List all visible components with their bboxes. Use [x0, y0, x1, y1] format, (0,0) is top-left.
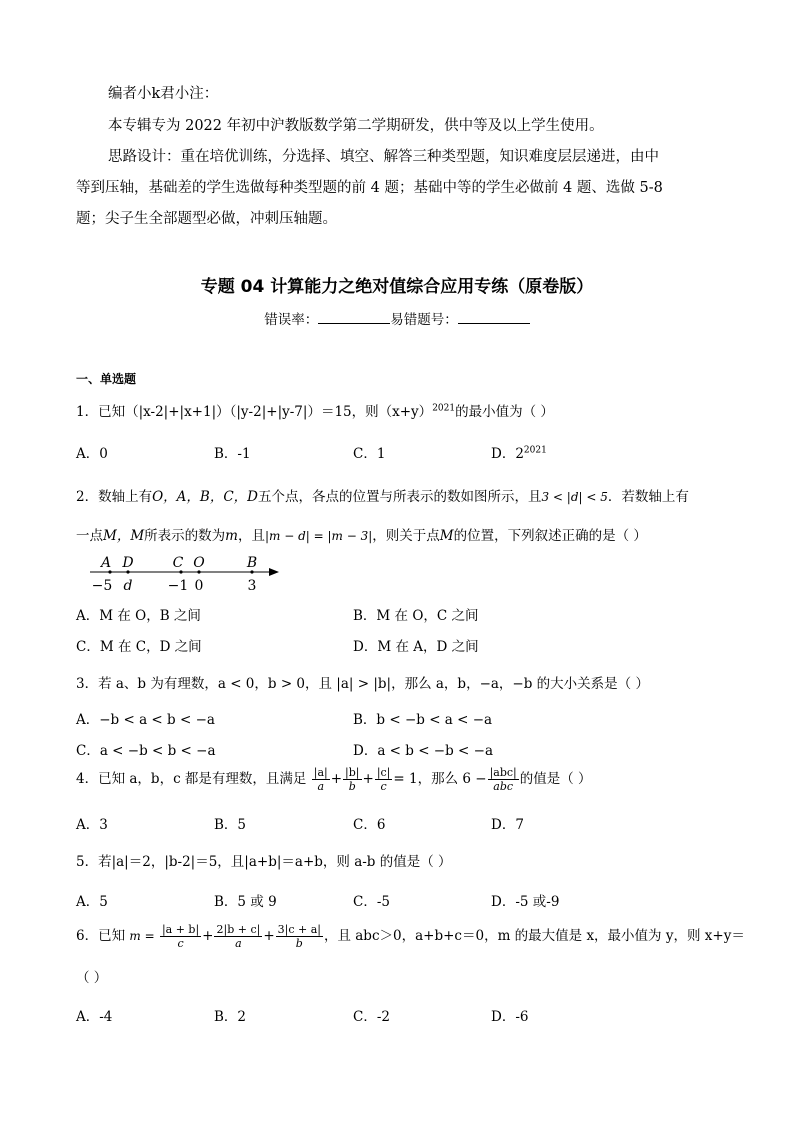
- q5-option-a: A．5: [76, 894, 108, 910]
- q5-option-b: B．5 或 9: [214, 894, 277, 910]
- q3-option-d: D．a < b < −b < −a: [353, 743, 494, 759]
- label-o: O: [193, 555, 205, 571]
- q1-option-a: A．0: [76, 446, 108, 462]
- q2-option-b: B．M 在 O，C 之间: [353, 608, 479, 624]
- question-6-line-2: （ ）: [76, 970, 108, 986]
- q3-option-a: A．−b < a < b < −a: [76, 712, 215, 728]
- question-3: 3．若 a、b 为有理数，a < 0，b > 0，且 |a| > |b|，那么 a，b，−a，−b 的大小关系是（ ）: [76, 676, 649, 692]
- error-rate-row: [0, 308, 794, 328]
- q4-option-c: C．6: [353, 817, 386, 833]
- q1-stem: 1．已知（|x-2|+|x+1|）（|y-2|+|y-7|）＝15，则（x+y）: [76, 404, 433, 420]
- q3-option-c: C．a < −b < b < −a: [76, 743, 216, 759]
- question-6: 6．已知 m = $\frac{|a + b|}{c}$ + $\frac{2|b + c|}{a}$ + $\frac{3|c + a|}{b}$ ，且 abc＞0，a+b+c＝0，m 的最大值是 x，最小值为 y，则 x+y＝: [76, 923, 745, 950]
- page-title: 专题 04 计算能力之绝对值综合应用专练（原卷版）: [200, 277, 594, 297]
- intro-line-3: 思路设计：重在培优训练，分选择、填空、解答三种类型题，知识难度层层递进，由中: [108, 149, 659, 165]
- q2-option-d: D．M 在 A，D 之间: [353, 639, 479, 655]
- q4-fraction-abc: $\frac{\text{|abc|}}{\text{abc}}$: [489, 766, 517, 793]
- q1-option-b: B．-1: [214, 446, 251, 462]
- q6-fraction-2: $\frac{2|b + c|}{a}$: [216, 923, 261, 950]
- q1-exponent: 2021: [432, 403, 456, 414]
- q6-option-d: D．-6: [491, 1009, 529, 1025]
- q6-option-b: B．2: [214, 1009, 247, 1025]
- label-c: C: [172, 555, 184, 571]
- label-b: B: [246, 555, 258, 571]
- q4-fraction-b: $\frac{|b|}{b}$: [345, 766, 360, 793]
- q1-option-c: C．1: [353, 446, 386, 462]
- q6-fraction-1: $\frac{|a + b|}{c}$: [161, 923, 200, 950]
- tick-minus-5: −5: [91, 578, 113, 594]
- q6-fraction-3: $\frac{3|c + a|}{b}$: [277, 923, 321, 950]
- q2-condition-2: |m − d| = |m − 3|: [264, 529, 373, 543]
- q5-option-d: D．-5 或-9: [491, 894, 560, 910]
- tick-0: 0: [194, 578, 204, 594]
- q6-option-c: C．-2: [353, 1009, 390, 1025]
- q3-option-b: B．b < −b < a < −a: [353, 712, 493, 728]
- q4-option-a: A．3: [76, 817, 108, 833]
- q4-fraction-a: $\frac{|a|}{a}$: [313, 766, 328, 793]
- q2-condition: 3 < |d| < 5: [541, 490, 608, 504]
- q4-fraction-c: $\frac{|c|}{c}$: [376, 766, 391, 793]
- error-question-label: 易错题号：: [390, 312, 458, 328]
- number-line-arrow: [269, 568, 279, 576]
- section-heading: 一、单选题: [76, 372, 137, 386]
- question-5: 5．若|a|＝2，|b-2|＝5，且|a+b|＝a+b，则 a-b 的值是（ ）: [76, 854, 452, 870]
- intro-line-4: 等到压轴，基础差的学生选做每种类型题的前 4 题；基础中等的学生必做前 4 题、选做 5-8: [76, 180, 663, 196]
- tick-3: 3: [247, 578, 257, 594]
- q1-tail: 的最小值为（ ）: [455, 404, 554, 420]
- error-question-blank: [458, 311, 530, 324]
- label-d: D: [122, 555, 134, 571]
- intro-line-5: 题；尖子生全部题型必做，冲刺压轴题。: [76, 211, 337, 227]
- question-1: [76, 400, 554, 420]
- label-a: A: [100, 555, 112, 571]
- intro-line-2: 本专辑专为 2022 年初中沪教版数学第二学期研发，供中等及以上学生使用。: [108, 118, 604, 134]
- question-2-line-1: 2．数轴上有O，A，B，C，D五个点，各点的位置与所表示的数如图所示，且3 < |d| < 5．若数轴上有: [76, 489, 689, 505]
- q1-option-d: D．$2^{2021}$: [491, 445, 547, 462]
- q4-option-b: B．5: [214, 817, 247, 833]
- intro-line-1: 编者小k君小注：: [108, 86, 219, 102]
- q2-option-a: A．M 在 O，B 之间: [76, 608, 201, 624]
- tick-d: d: [123, 578, 133, 594]
- tick-minus-1: −1: [167, 578, 189, 594]
- question-4: 4．已知 a，b，c 都是有理数，且满足 $\frac{|a|}{a}$ + $\frac{|b|}{b}$ + $\frac{|c|}{c}$ = 1，那么 6 − $\frac{\text{|abc|}}{\text{abc}}$ 的值是（ ）: [76, 766, 592, 793]
- error-rate-label: 错误率：: [264, 312, 319, 328]
- error-rate-blank: [318, 311, 390, 324]
- q5-option-c: C．-5: [353, 894, 390, 910]
- q2-option-c: C．M 在 C，D 之间: [76, 639, 202, 655]
- number-line-figure: [86, 554, 286, 596]
- question-2-line-2: 一点M，M所表示的数为m，且|m − d| = |m − 3|，则关于点M的位置，下列叙述正确的是（ ）: [76, 528, 647, 544]
- q6-option-a: A．-4: [76, 1009, 113, 1025]
- q4-option-d: D．7: [491, 817, 524, 833]
